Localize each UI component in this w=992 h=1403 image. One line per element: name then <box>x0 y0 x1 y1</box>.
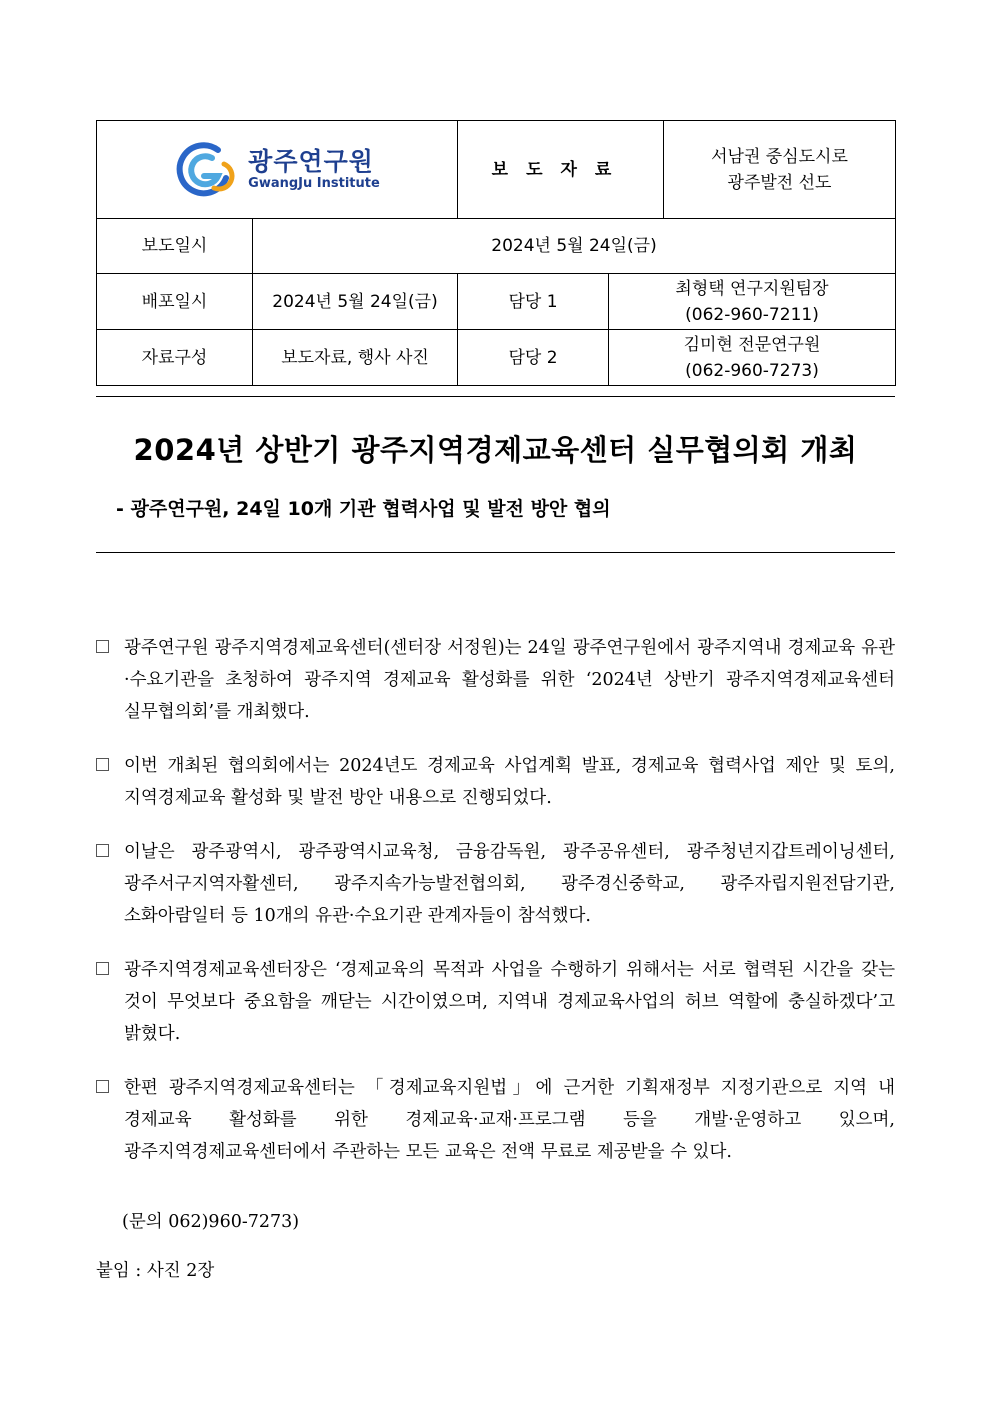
bullet-box-icon <box>96 1080 109 1093</box>
release-date-label: 배포일시 <box>97 274 253 330</box>
contact1-cell <box>609 274 896 330</box>
contact1-label: 담당 1 <box>458 274 609 330</box>
slogan-cell <box>664 121 896 219</box>
paragraph-text: 광주연구원 광주지역경제교육센터(센터장 서정원)는 24일 광주연구원에서 광주지역내 경제교육 유관·수요기관을 초청하여 광주지역 경제교육 활성화를 위한 ‘2024년 상반기 광주지역경제교육센터 실무협의회’를 개최했다. <box>124 638 895 722</box>
release-date-value: 2024년 5월 24일(금) <box>253 274 458 330</box>
logo-english-name: GwangJu Institute <box>248 175 380 191</box>
slogan-line-1: 서남권 중심도시로 <box>711 146 848 167</box>
press-release-title: 보도자료 <box>458 121 664 219</box>
divider-top <box>96 396 895 397</box>
paragraph-text: 이날은 광주광역시, 광주광역시교육청, 금융감독원, 광주공유센터, 광주청년지갑트레이닝센터, 광주서구지역자활센터, 광주지속가능발전협의회, 광주경신중학교, 광주자립지원전담기관, 소화아람일터 등 10개의 유관·수요기관 관계자들이 참석했다. <box>124 842 895 926</box>
divider-bottom <box>96 552 895 553</box>
logo-cell <box>97 121 458 219</box>
press-header-table <box>96 120 896 386</box>
materials-value: 보도자료, 행사 사진 <box>253 330 458 386</box>
contact2-label: 담당 2 <box>458 330 609 386</box>
paragraph <box>96 836 895 932</box>
paragraph-text: 광주지역경제교육센터장은 ‘경제교육의 목적과 사업을 수행하기 위해서는 서로 협력된 시간을 갖는 것이 무엇보다 중요함을 깨닫는 시간이였으며, 지역내 경제교육사업의 허브 역할에 충실하겠다’고 밝혔다. <box>124 960 895 1044</box>
paragraph <box>96 632 895 728</box>
subheadline: - 광주연구원, 24일 10개 기관 협력사업 및 발전 방안 협의 <box>116 498 611 520</box>
contact2-name: 김미현 전문연구원 <box>683 334 821 355</box>
paragraph <box>96 954 895 1050</box>
paragraph <box>96 750 895 814</box>
bullet-box-icon <box>96 844 109 857</box>
paragraph <box>96 1072 895 1168</box>
logo-name: 광주연구원 <box>248 146 374 176</box>
body-content <box>96 632 895 1190</box>
report-date-label: 보도일시 <box>97 219 253 274</box>
contact2-cell <box>609 330 896 386</box>
bullet-box-icon <box>96 962 109 975</box>
contact1-name: 최형택 연구지원팀장 <box>675 278 829 299</box>
contact1-phone: (062-960-7211) <box>685 304 819 325</box>
report-date-value: 2024년 5월 24일(금) <box>253 219 896 274</box>
paragraph-text: 한편 광주지역경제교육센터는 「경제교육지원법」에 근거한 기획재정부 지정기관으로 지역 내 경제교육 활성화를 위한 경제교육·교재·프로그램 등을 개발·운영하고 있으며, 광주지역경제교육센터에서 주관하는 모든 교육은 전액 무료로 제공받을 수 있다. <box>124 1078 895 1162</box>
contact2-phone: (062-960-7273) <box>685 360 819 381</box>
paragraph-text: 이번 개최된 협의회에서는 2024년도 경제교육 사업계획 발표, 경제교육 협력사업 제안 및 토의, 지역경제교육 활성화 및 발전 방안 내용으로 진행되었다. <box>124 756 895 808</box>
headline: 2024년 상반기 광주지역경제교육센터 실무협의회 개최 <box>133 433 858 467</box>
materials-label: 자료구성 <box>97 330 253 386</box>
slogan-line-2: 광주발전 선도 <box>727 172 832 193</box>
institute-logo <box>97 142 457 198</box>
institute-logo-icon <box>174 142 240 198</box>
contact-note: (문의 062)960-7273) <box>122 1212 300 1232</box>
bullet-box-icon <box>96 640 109 653</box>
attachment-note: 붙임 : 사진 2장 <box>96 1261 215 1281</box>
bullet-box-icon <box>96 758 109 771</box>
